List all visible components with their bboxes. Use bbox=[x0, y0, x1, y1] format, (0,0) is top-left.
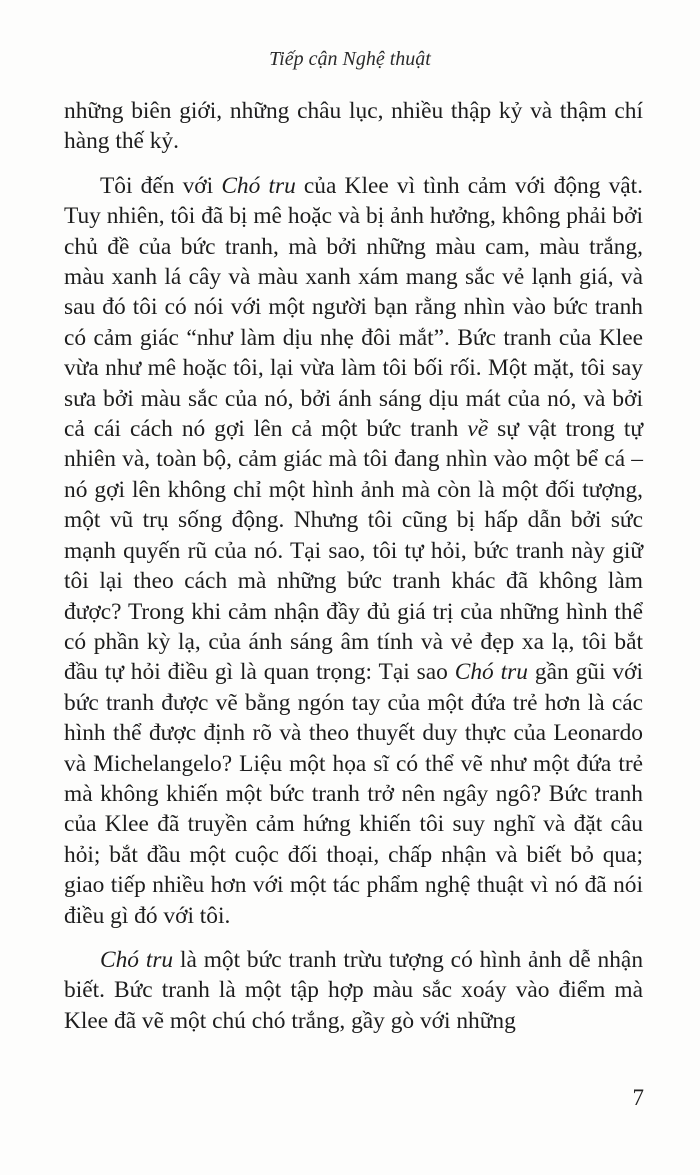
italic-title: Chó tru bbox=[100, 946, 174, 973]
text-segment: gần gũi với bức tranh được vẽ bằng ngón tay của một đứa trẻ hơn là các hình thể được định rõ và theo thuyết duy thực của Leonardo và Michelangelo? Liệu một họa sĩ có thể vẽ như một đứa trẻ mà không khiến một bức tranh trở nên ngây ngô? Bức tranh của Klee đã truyền cảm hứng khiến tôi suy nghĩ và đặt câu hỏi; bắt đầu một cuộc đối thoại, chấp nhận và biết bỏ qua; giao tiếp nhiều hơn với một tác phẩm nghệ thuật vì nó đã nói điều gì đó với tôi. bbox=[64, 659, 643, 929]
text-segment: là một bức tranh trừu tượng có hình ảnh dễ nhận biết. Bức tranh là một tập hợp màu sắc xoáy vào điểm mà Klee đã vẽ một chú chó trắng, gầy gò với những bbox=[64, 946, 644, 1034]
text-segment: Tôi đến với bbox=[100, 172, 222, 199]
running-head: Tiếp cận Nghệ thuật bbox=[269, 48, 431, 70]
paragraph-2 bbox=[64, 171, 643, 931]
body-text bbox=[64, 96, 643, 1050]
italic-emphasis: về bbox=[467, 416, 489, 443]
page-number: 7 bbox=[632, 1085, 644, 1110]
text-segment: những biên giới, những châu lục, nhiều thập kỷ và thậm chí hàng thế kỷ. bbox=[64, 98, 643, 155]
paragraph-1 bbox=[64, 96, 643, 157]
text-segment: của Klee vì tình cảm với động vật. Tuy nhiên, tôi đã bị mê hoặc và bị ảnh hưởng, không phải bởi chủ đề của bức tranh, mà bởi những màu cam, màu trắng, màu xanh lá cây và màu xanh xám mang sắc vẻ lạnh giá, và sau đó tôi có nói với một người bạn rằng nhìn vào bức tranh có cảm giác “như làm dịu nhẹ đôi mắt”. Bức tranh của Klee vừa như mê hoặc tôi, lại vừa làm tôi bối rối. Một mặt, tôi say sưa bởi màu sắc của nó, bởi ánh sáng dịu mát của nó, và bởi cả cái cách nó gợi lên cả một bức tranh bbox=[64, 172, 643, 443]
italic-title: Chó tru bbox=[454, 659, 528, 686]
text-segment: sự vật trong tự nhiên và, toàn bộ, cảm giác mà tôi đang nhìn vào một bể cá – nó gợi lên không chỉ một hình ảnh mà còn là một đối tượng, một vũ trụ sống động. Nhưng tôi cũng bị hấp dẫn bởi sức mạnh quyến rũ của nó. Tại sao, tôi tự hỏi, bức tranh này giữ tôi lại theo cách mà những bức tranh khác đã không làm được? Trong khi cảm nhận đầy đủ giá trị của những hình thể có phần kỳ lạ, của ánh sáng âm tính và vẻ đẹp xa lạ, tôi bắt đầu tự hỏi điều gì là quan trọng: Tại sao bbox=[64, 416, 644, 686]
italic-title: Chó tru bbox=[221, 172, 296, 199]
paragraph-3 bbox=[64, 945, 643, 1036]
